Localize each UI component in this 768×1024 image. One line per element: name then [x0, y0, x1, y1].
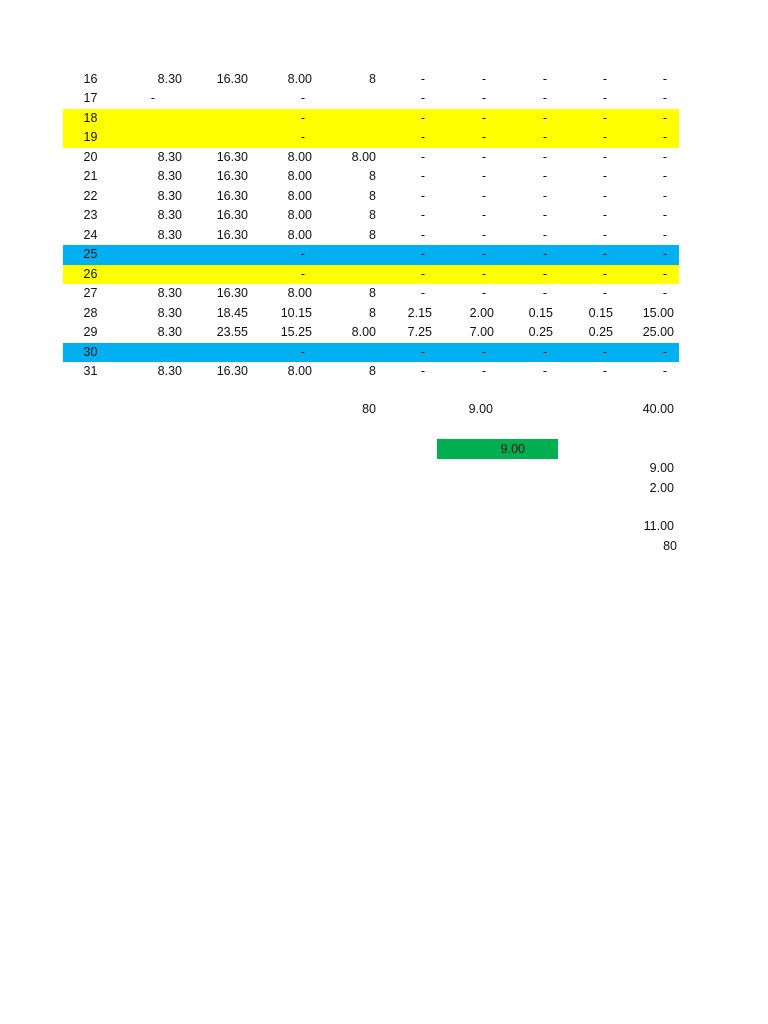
table-cell: -: [662, 364, 668, 378]
table-cell: -: [300, 344, 306, 359]
table-cell: 8: [369, 208, 376, 222]
table-cell: 16.30: [216, 71, 248, 86]
table-cell: -: [481, 71, 487, 86]
table-cell: 8.00: [287, 208, 312, 222]
table-cell: -: [662, 227, 668, 242]
table-cell: -: [602, 91, 608, 105]
day-number-cell: 30: [83, 344, 98, 359]
table-cell: 8: [369, 227, 376, 242]
summary-value-2: 2.00: [649, 481, 674, 495]
table-row: [63, 226, 679, 246]
table-cell: -: [602, 364, 608, 378]
table-row: [63, 265, 679, 285]
overtime-highlight-value: 9.00: [500, 442, 525, 456]
table-cell: -: [662, 208, 668, 222]
table-cell: -: [420, 149, 426, 164]
table-cell: 16.30: [216, 169, 248, 183]
table-cell: -: [481, 91, 487, 105]
total-overtime: 9.00: [468, 402, 493, 416]
table-cell: -: [420, 91, 426, 105]
summary-value-4: 80: [663, 539, 677, 553]
table-cell: -: [662, 344, 668, 359]
table-cell: 25.00: [642, 325, 674, 339]
table-cell: 8.00: [287, 188, 312, 203]
table-cell: [182, 128, 248, 148]
table-cell: -: [420, 130, 426, 144]
table-cell: -: [420, 364, 426, 378]
table-cell: -: [662, 169, 668, 183]
table-cell: 23.55: [216, 325, 248, 339]
table-cell: 8.30: [157, 286, 182, 300]
table-cell: -: [542, 208, 548, 222]
table-cell: 8.00: [287, 71, 312, 86]
day-number-cell: 19: [83, 130, 98, 144]
table-cell: -: [300, 247, 306, 261]
table-cell: 2.00: [469, 305, 494, 320]
table-cell: -: [602, 149, 608, 164]
summary-value-1: 9.00: [649, 461, 674, 475]
table-cell: -: [420, 169, 426, 183]
table-cell: 8.00: [287, 149, 312, 164]
table-cell: 8.00: [287, 364, 312, 378]
table-cell: -: [662, 110, 668, 125]
table-cell: 16.30: [216, 227, 248, 242]
day-number-cell: 21: [83, 169, 98, 183]
table-cell: 15.00: [642, 305, 674, 320]
table-cell: -: [602, 169, 608, 183]
table-cell: -: [481, 344, 487, 359]
table-cell: -: [420, 208, 426, 222]
table-cell: 8.30: [157, 227, 182, 242]
total-amount: 40.00: [642, 402, 674, 416]
day-number-cell: 24: [83, 227, 98, 242]
table-cell: 8.30: [157, 364, 182, 378]
table-cell: -: [481, 110, 487, 125]
table-cell: -: [420, 71, 426, 86]
day-number-cell: 28: [83, 305, 98, 320]
table-cell: 8: [369, 169, 376, 183]
table-cell: 16.30: [216, 188, 248, 203]
table-cell: -: [481, 149, 487, 164]
table-cell: -: [420, 247, 426, 261]
table-cell: [182, 109, 248, 129]
table-cell: -: [542, 110, 548, 125]
table-cell: -: [662, 149, 668, 164]
table-row: [63, 167, 679, 187]
table-row: [63, 206, 679, 226]
table-cell: 8.00: [287, 286, 312, 300]
table-cell: -: [481, 188, 487, 203]
day-number-cell: 23: [83, 208, 98, 222]
day-number-cell: 16: [83, 71, 98, 86]
day-number-cell: 17: [83, 91, 98, 105]
table-cell: [118, 245, 182, 265]
table-cell: -: [602, 130, 608, 144]
table-cell: 0.15: [588, 305, 613, 320]
table-cell: 8.30: [157, 149, 182, 164]
table-cell: -: [542, 91, 548, 105]
day-number-cell: 29: [83, 325, 98, 339]
total-hours: 80: [362, 402, 376, 416]
overtime-highlight-cell: [437, 439, 558, 459]
table-cell: -: [420, 188, 426, 203]
summary-value-3: 11.00: [643, 519, 674, 533]
table-cell: -: [542, 169, 548, 183]
table-cell: [312, 128, 376, 148]
table-cell: -: [662, 130, 668, 144]
table-row: [63, 362, 679, 382]
table-cell: 7.25: [407, 325, 432, 339]
day-number-cell: 20: [83, 149, 98, 164]
table-cell: [312, 245, 376, 265]
table-cell: -: [662, 188, 668, 203]
table-cell: 8.30: [157, 208, 182, 222]
day-number-cell: 27: [83, 286, 98, 300]
table-cell: -: [420, 110, 426, 125]
table-cell: -: [602, 227, 608, 242]
table-cell: 0.25: [588, 325, 613, 339]
table-cell: 16.30: [216, 208, 248, 222]
table-cell: 15.25: [280, 325, 312, 339]
table-cell: [312, 265, 376, 285]
table-cell: -: [300, 130, 306, 144]
table-cell: -: [542, 130, 548, 144]
table-cell: [182, 89, 248, 109]
table-row: [63, 128, 679, 148]
table-cell: 0.25: [528, 325, 553, 339]
day-number-cell: 31: [83, 364, 98, 378]
table-cell: 8.00: [351, 325, 376, 339]
table-row: [63, 148, 679, 168]
table-cell: [312, 89, 376, 109]
table-cell: -: [542, 188, 548, 203]
day-number-cell: 22: [83, 188, 98, 203]
table-cell: -: [542, 286, 548, 300]
table-cell: [182, 245, 248, 265]
table-cell: -: [602, 344, 608, 359]
table-cell: -: [300, 266, 306, 281]
table-cell: -: [542, 344, 548, 359]
table-cell: [118, 343, 182, 363]
table-cell: 16.30: [216, 149, 248, 164]
table-cell: -: [481, 208, 487, 222]
table-cell: [118, 109, 182, 129]
table-row: [63, 245, 679, 265]
table-cell: -: [481, 364, 487, 378]
table-row: [63, 187, 679, 207]
table-row: [63, 343, 679, 363]
table-cell: [312, 109, 376, 129]
table-cell: -: [542, 364, 548, 378]
table-row: [63, 304, 679, 324]
table-cell: 16.30: [216, 364, 248, 378]
table-cell: 8.30: [157, 71, 182, 86]
table-cell: 8.30: [157, 169, 182, 183]
table-cell: -: [481, 247, 487, 261]
table-cell: -: [420, 266, 426, 281]
table-row: [63, 89, 679, 109]
table-cell: -: [542, 247, 548, 261]
table-cell: -: [481, 130, 487, 144]
table-cell: 2.15: [407, 305, 432, 320]
table-cell: 8.00: [287, 169, 312, 183]
table-cell: -: [420, 344, 426, 359]
table-cell: -: [602, 110, 608, 125]
table-cell: -: [662, 266, 668, 281]
table-cell: 8: [369, 286, 376, 300]
table-row: [63, 284, 679, 304]
table-cell: -: [542, 149, 548, 164]
table-cell: [118, 265, 182, 285]
table-cell: -: [150, 91, 156, 105]
table-cell: [182, 343, 248, 363]
table-cell: 8: [369, 305, 376, 320]
table-cell: -: [602, 188, 608, 203]
table-cell: 8: [369, 71, 376, 86]
table-cell: -: [481, 227, 487, 242]
table-cell: 8: [369, 364, 376, 378]
table-cell: [118, 128, 182, 148]
table-row: [63, 323, 679, 343]
table-cell: -: [602, 286, 608, 300]
table-cell: -: [602, 208, 608, 222]
table-cell: -: [542, 227, 548, 242]
table-cell: -: [481, 286, 487, 300]
table-cell: -: [602, 266, 608, 281]
table-cell: -: [481, 266, 487, 281]
table-cell: -: [662, 91, 668, 105]
table-cell: 8.30: [157, 188, 182, 203]
day-number-cell: 25: [83, 247, 98, 261]
table-cell: 10.15: [280, 305, 312, 320]
table-cell: -: [662, 247, 668, 261]
table-cell: 8.00: [287, 227, 312, 242]
table-cell: 8: [369, 188, 376, 203]
day-number-cell: 26: [83, 266, 98, 281]
table-cell: -: [662, 286, 668, 300]
table-cell: -: [542, 71, 548, 86]
table-cell: 8.30: [157, 325, 182, 339]
table-cell: -: [602, 247, 608, 261]
table-cell: 16.30: [216, 286, 248, 300]
table-cell: -: [420, 286, 426, 300]
table-cell: -: [300, 110, 306, 125]
table-cell: -: [542, 266, 548, 281]
table-cell: [312, 343, 376, 363]
table-row: [63, 70, 679, 90]
table-cell: [182, 265, 248, 285]
table-row: [63, 109, 679, 129]
table-cell: -: [300, 91, 306, 105]
table-cell: -: [602, 71, 608, 86]
table-cell: 0.15: [528, 305, 553, 320]
table-cell: 7.00: [469, 325, 494, 339]
table-cell: -: [481, 169, 487, 183]
table-cell: 8.30: [157, 305, 182, 320]
day-number-cell: 18: [83, 110, 98, 125]
table-cell: -: [420, 227, 426, 242]
table-cell: -: [662, 71, 668, 86]
table-cell: 8.00: [351, 149, 376, 164]
table-cell: 18.45: [216, 305, 248, 320]
